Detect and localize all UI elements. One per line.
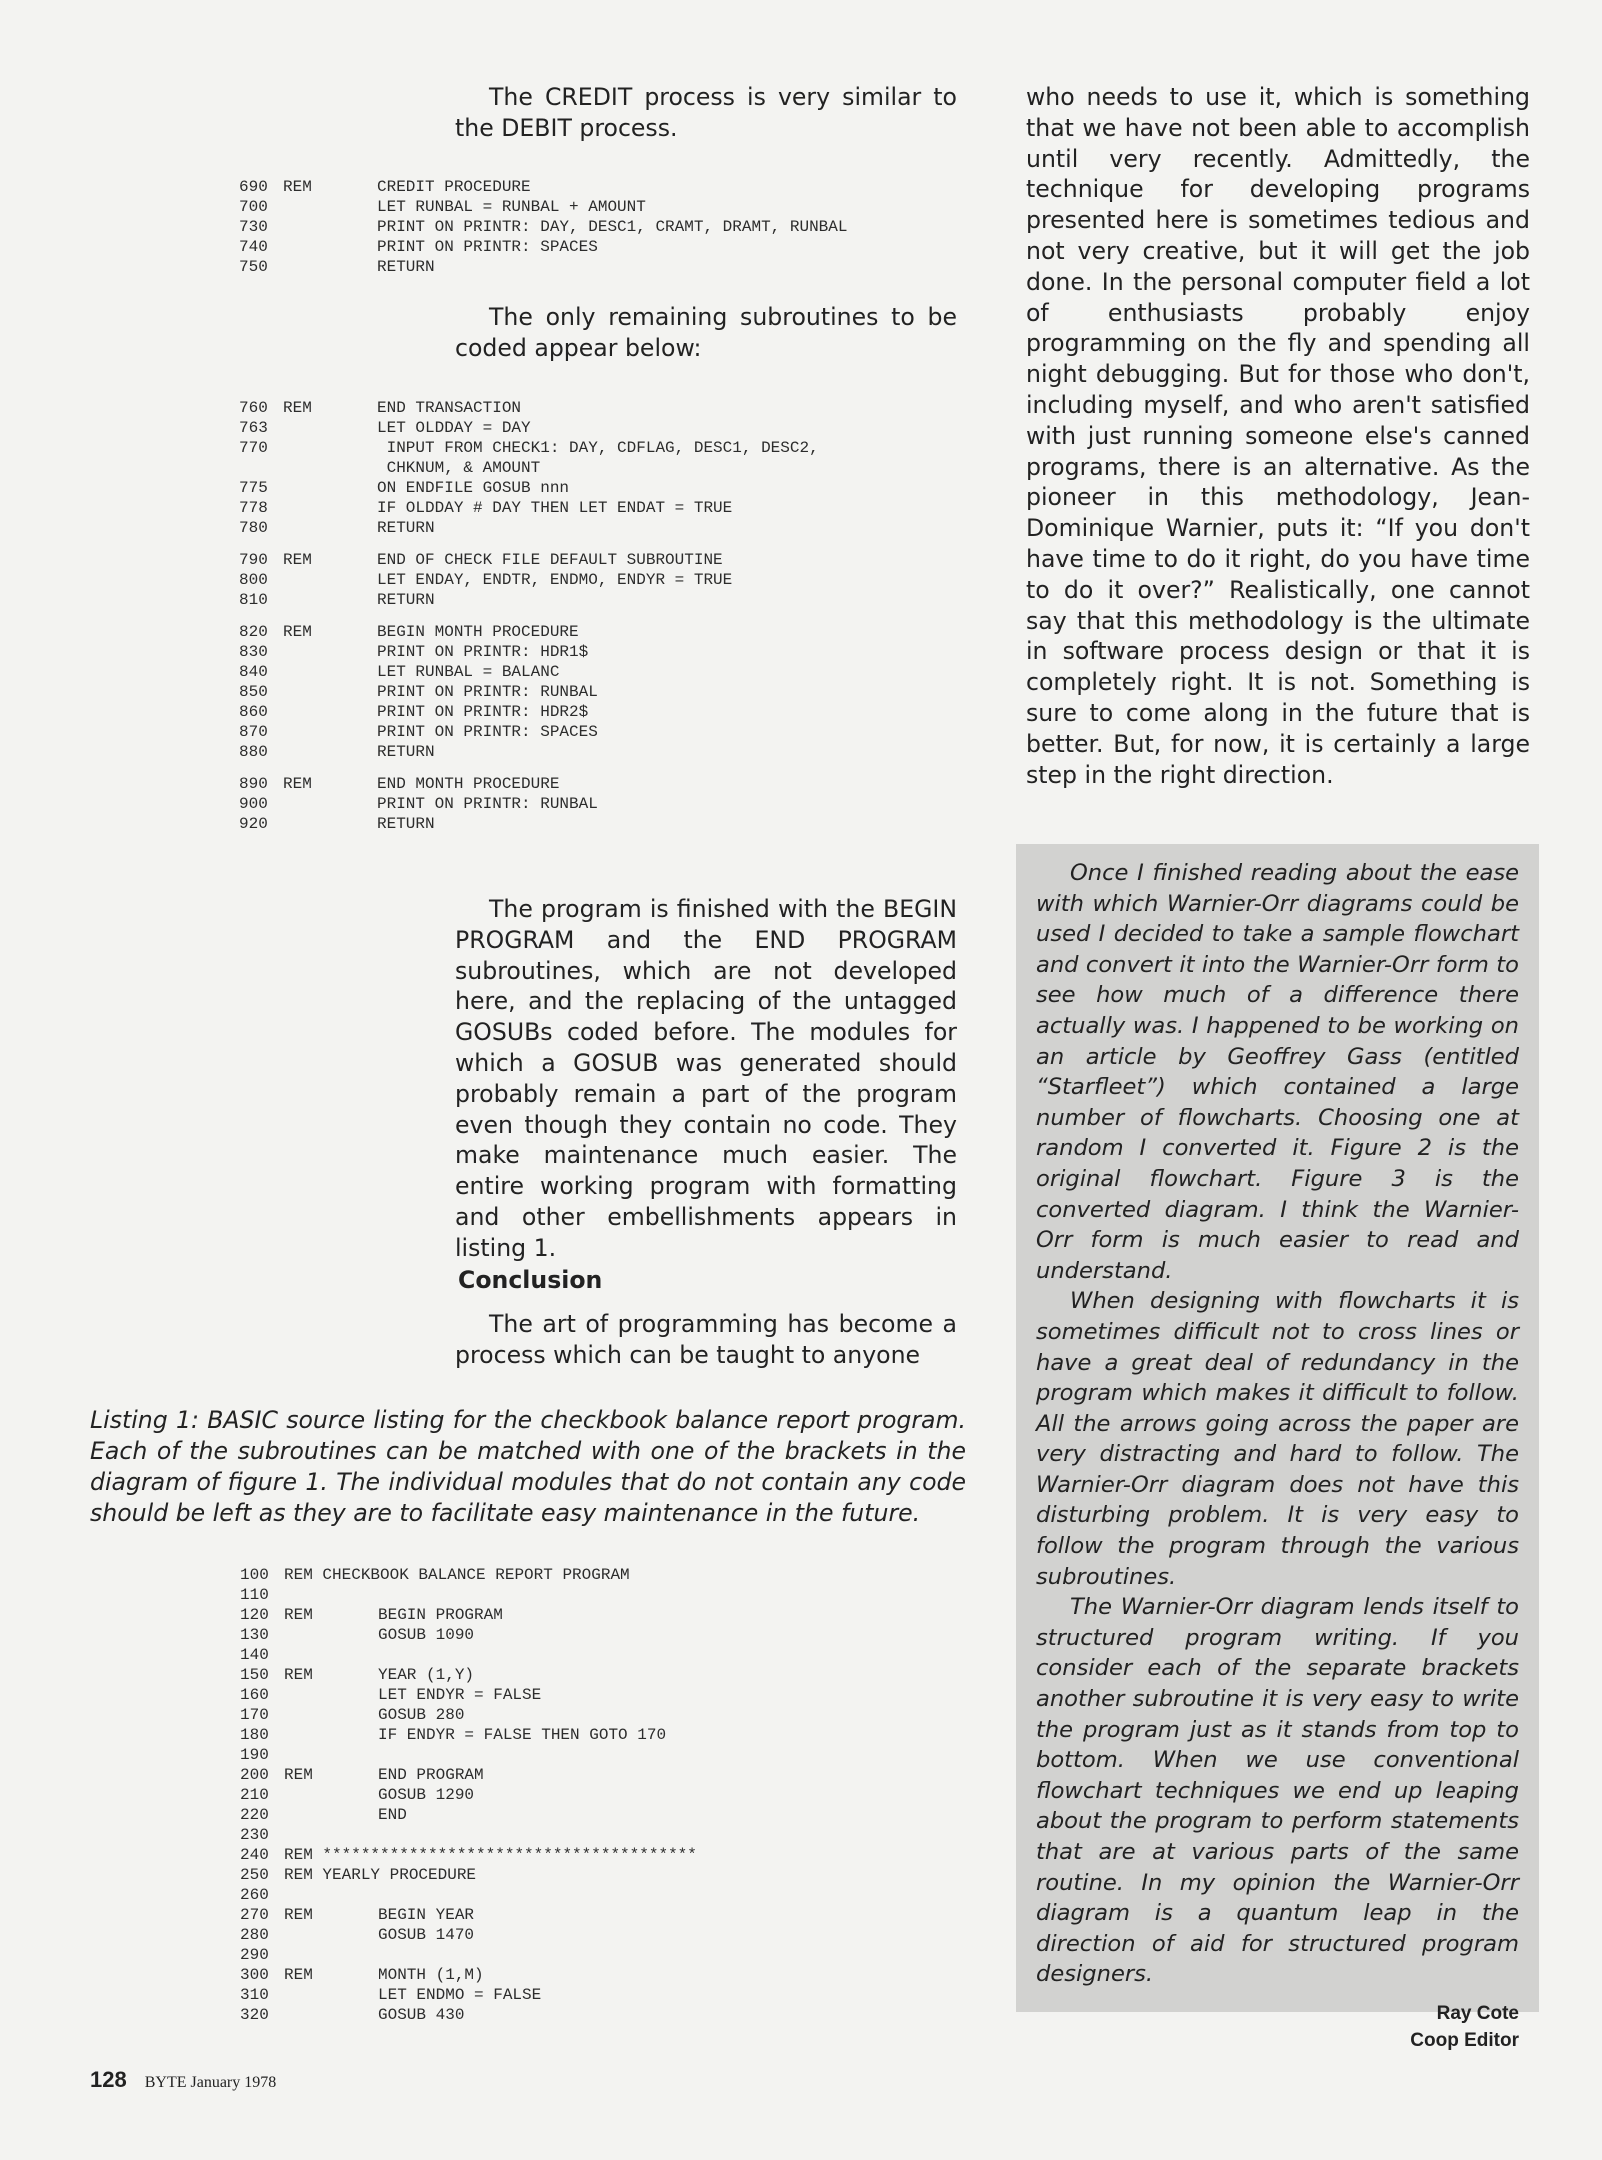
code-remark: REM CHECKBOOK BALANCE REPORT PROGRAM — [284, 1566, 630, 1584]
code-rem-keyword — [283, 418, 377, 438]
code-line — [239, 662, 984, 682]
intro-remaining-paragraph: The only remaining subroutines to be coded appear below: — [455, 303, 957, 362]
editor-note-text: Once I finished reading about the ease with which Warnier-Orr diagrams could be used I decided to take a sample flowchart and convert it into the Warnier-Orr form to see how much of a difference there actually was. I happened to be working on an article by Geoffrey Gass (entitled “Starfleet”) which contained a large number of flowcharts. Choosing one at random I converted it. Figure 2 is the original flowchart. Figure 3 is the converted diagram. I think the Warnier-Orr form is much easier to read and understand. When designing with flowcharts it is sometimes difficult not to cross lines or have a great deal of redundancy in the program which makes it difficult to follow. All the arrows going across the paper are very distracting and hard to follow. The Warnier-Orr diagram does not have this disturbing problem. It is very easy to follow the program through the various subroutines. The Warnier-Orr diagram lends itself to structured program writing. If you consider each of the separate brackets another subroutine it is very easy to write the program just as it stands from top to bottom. When we use conventional flowchart techniques we end up leaping about the program to perform statements that are at various parts of the same routine. In my opinion the Warnier-Orr diagram is a quantum leap in the direction of aid for structured program designers. — [1036, 860, 1519, 1988]
code-rem-keyword — [283, 682, 377, 702]
listing-line — [240, 1985, 985, 2005]
code-rem-keyword — [284, 1885, 378, 1905]
code-rem-keyword — [283, 237, 377, 257]
code-line-number: 260 — [240, 1886, 269, 1904]
listing-line — [240, 1605, 985, 1625]
code-line — [239, 794, 984, 814]
code-line-number: 763 — [239, 419, 268, 437]
code-rem-keyword — [283, 814, 377, 834]
code-line — [239, 237, 984, 257]
code-rem-keyword — [283, 458, 377, 478]
code-line-number: 820 — [239, 623, 268, 641]
code-statement — [378, 1645, 985, 1665]
listing-line — [240, 1825, 985, 1845]
code-line-number: 140 — [240, 1646, 269, 1664]
code-statement — [378, 1585, 985, 1605]
code-statement: LET OLDDAY = DAY — [377, 419, 531, 437]
listing-line — [240, 1925, 985, 1945]
publication-title: BYTE January 1978 — [144, 2074, 277, 2091]
code-statement: PRINT ON PRINTR: DAY, DESC1, CRAMT, DRAMT, RUNBAL — [377, 218, 848, 236]
code-line-number: 750 — [239, 258, 268, 276]
code-rem-keyword: REM — [283, 775, 312, 793]
code-rem-keyword — [283, 742, 377, 762]
code-line — [239, 722, 984, 742]
code-statement: PRINT ON PRINTR: SPACES — [377, 238, 598, 256]
code-statement — [378, 1825, 985, 1845]
code-rem-keyword — [283, 642, 377, 662]
code-subroutine-group — [239, 550, 984, 610]
code-line-number: 110 — [240, 1586, 269, 1604]
code-statement: PRINT ON PRINTR: HDR1$ — [377, 643, 589, 661]
code-block-credit — [239, 177, 984, 277]
code-line — [239, 814, 984, 834]
code-rem-keyword: REM — [284, 1606, 313, 1624]
code-rem-keyword: REM — [283, 399, 312, 417]
code-rem-keyword — [283, 438, 377, 458]
listing-line — [240, 1965, 985, 1985]
code-line — [239, 257, 984, 277]
code-statement: END MONTH PROCEDURE — [377, 775, 560, 793]
code-line — [239, 550, 984, 570]
code-line-number: 280 — [240, 1926, 269, 1944]
code-statement: YEAR (1,Y) — [378, 1666, 475, 1684]
code-line-number: 760 — [239, 399, 268, 417]
code-line-number: 230 — [240, 1826, 269, 1844]
listing-line — [240, 1865, 985, 1885]
code-rem-keyword — [283, 702, 377, 722]
code-line — [239, 590, 984, 610]
code-line-number: 190 — [240, 1746, 269, 1764]
code-rem-keyword — [283, 498, 377, 518]
code-rem-keyword — [284, 1825, 378, 1845]
code-rem-keyword — [284, 2005, 378, 2025]
code-line-number: 160 — [240, 1686, 269, 1704]
code-rem-keyword — [283, 478, 377, 498]
code-rem-keyword — [284, 1585, 378, 1605]
code-statement: GOSUB 280 — [378, 1706, 465, 1724]
code-line-number: 150 — [240, 1666, 269, 1684]
code-statement: RETURN — [377, 519, 435, 537]
code-statement: PRINT ON PRINTR: RUNBAL — [377, 683, 598, 701]
code-remark: REM *************************************** — [284, 1846, 697, 1864]
listing-line — [240, 1905, 985, 1925]
code-line-number: 300 — [240, 1966, 269, 1984]
code-line-number: 840 — [239, 663, 268, 681]
listing-line — [240, 1565, 985, 1585]
code-line-number: 850 — [239, 683, 268, 701]
conclusion-paragraph: The art of programming has become a process which can be taught to anyone — [455, 1310, 957, 1369]
code-rem-keyword — [284, 1785, 378, 1805]
code-statement: LET ENDYR = FALSE — [378, 1686, 542, 1704]
code-line-number: 860 — [239, 703, 268, 721]
code-rem-keyword — [284, 1925, 378, 1945]
code-line-number — [239, 458, 283, 478]
code-line-number: 210 — [240, 1786, 269, 1804]
code-rem-keyword — [283, 257, 377, 277]
code-statement: END PROGRAM — [378, 1766, 484, 1784]
code-statement: CREDIT PROCEDURE — [377, 178, 531, 196]
editor-note-box — [1016, 844, 1539, 2051]
code-line-number: 740 — [239, 238, 268, 256]
code-line — [239, 622, 984, 642]
finish-paragraph: The program is finished with the BEGIN PROGRAM and the END PROGRAM subroutines, which are not developed here, and the replacing of the untagged GOSUBs coded before. The modules for which a GOSUB was generated should probably remain a part of the program even though they contain no code. They make maintenance much easier. The entire working program with formatting and other embellishments appears in listing 1. — [455, 895, 957, 1262]
listing-line — [240, 1765, 985, 1785]
code-statement — [378, 1885, 985, 1905]
code-line — [239, 418, 984, 438]
code-line-number: 270 — [240, 1906, 269, 1924]
code-statement: LET ENDMO = FALSE — [378, 1986, 542, 2004]
code-statement: GOSUB 1290 — [378, 1786, 475, 1804]
code-subroutine-group — [239, 774, 984, 834]
listing-line — [240, 1625, 985, 1645]
code-line-number: 890 — [239, 775, 268, 793]
code-statement: RETURN — [377, 258, 435, 276]
code-line-number: 880 — [239, 743, 268, 761]
code-statement: GOSUB 1090 — [378, 1626, 475, 1644]
code-rem-keyword — [283, 794, 377, 814]
code-line-number: 775 — [239, 479, 268, 497]
editor-signature: Ray Cote Coop Editor — [1410, 2002, 1519, 2051]
code-line-number: 320 — [240, 2006, 269, 2024]
code-statement: PRINT ON PRINTR: SPACES — [377, 723, 598, 741]
code-statement — [378, 1745, 985, 1765]
code-rem-keyword — [284, 1685, 378, 1705]
code-line — [239, 682, 984, 702]
code-line — [239, 742, 984, 762]
code-statement: BEGIN MONTH PROCEDURE — [377, 623, 579, 641]
code-line-number: 770 — [239, 439, 268, 457]
code-rem-keyword — [283, 722, 377, 742]
code-rem-keyword — [284, 1985, 378, 2005]
code-statement: ON ENDFILE GOSUB nnn — [377, 479, 570, 497]
code-statement: END — [378, 1806, 407, 1824]
code-rem-keyword: REM — [284, 1766, 313, 1784]
code-statement: BEGIN YEAR — [378, 1906, 475, 1924]
code-line-number: 250 — [240, 1866, 269, 1884]
code-rem-keyword: REM — [284, 1906, 313, 1924]
code-line — [239, 518, 984, 538]
listing-caption: Listing 1: BASIC source listing for the checkbook balance report program. Each of the subroutines can be matched with one of the brackets in the diagram of figure 1. The individual modules that do not contain any code should be left as they are to facilitate easy maintenance in the future. — [90, 1406, 966, 1527]
code-line-number: 690 — [239, 178, 268, 196]
code-line — [239, 774, 984, 794]
code-line — [239, 438, 984, 458]
code-rem-keyword — [283, 518, 377, 538]
code-rem-keyword — [283, 197, 377, 217]
code-rem-keyword — [284, 1805, 378, 1825]
code-statement: GOSUB 1470 — [378, 1926, 475, 1944]
code-line — [239, 478, 984, 498]
code-statement: RETURN — [377, 815, 435, 833]
code-statement: MONTH (1,M) — [378, 1966, 484, 1984]
code-line — [239, 570, 984, 590]
page-number: 128 — [90, 2067, 127, 2092]
code-statement: INPUT FROM CHECK1: DAY, CDFLAG, DESC1, DESC2, — [377, 439, 819, 457]
code-subroutine-group — [239, 622, 984, 762]
listing-line — [240, 1725, 985, 1745]
code-rem-keyword: REM — [283, 623, 312, 641]
code-rem-keyword — [284, 1625, 378, 1645]
code-rem-keyword — [283, 570, 377, 590]
code-rem-keyword — [283, 590, 377, 610]
code-subroutine-group — [239, 398, 984, 538]
code-statement: RETURN — [377, 743, 435, 761]
code-line-number: 900 — [239, 795, 268, 813]
code-line — [239, 398, 984, 418]
code-line-number: 170 — [240, 1706, 269, 1724]
code-line-number: 220 — [240, 1806, 269, 1824]
code-line-number: 290 — [240, 1946, 269, 1964]
code-line-number: 120 — [240, 1606, 269, 1624]
code-statement: RETURN — [377, 591, 435, 609]
code-line-number: 800 — [239, 571, 268, 589]
code-rem-keyword — [283, 217, 377, 237]
listing-line — [240, 1585, 985, 1605]
code-statement: IF ENDYR = FALSE THEN GOTO 170 — [378, 1726, 667, 1744]
code-rem-keyword — [284, 1725, 378, 1745]
code-line — [239, 498, 984, 518]
code-statement — [378, 1945, 985, 1965]
code-rem-keyword: REM — [284, 1666, 313, 1684]
code-listing-1 — [240, 1565, 985, 2025]
code-rem-keyword: REM — [283, 551, 312, 569]
code-line — [239, 642, 984, 662]
code-line — [239, 458, 984, 478]
code-line-number: 920 — [239, 815, 268, 833]
listing-line — [240, 1745, 985, 1765]
code-block-subroutines — [239, 398, 984, 846]
code-statement: BEGIN PROGRAM — [378, 1606, 503, 1624]
code-line — [239, 197, 984, 217]
code-rem-keyword: REM — [284, 1966, 313, 1984]
code-line — [239, 177, 984, 197]
code-line-number: 130 — [240, 1626, 269, 1644]
listing-line — [240, 1685, 985, 1705]
code-statement: PRINT ON PRINTR: RUNBAL — [377, 795, 598, 813]
code-statement: LET ENDAY, ENDTR, ENDMO, ENDYR = TRUE — [377, 571, 733, 589]
code-rem-keyword — [284, 1945, 378, 1965]
listing-line — [240, 1665, 985, 1685]
code-line-number: 830 — [239, 643, 268, 661]
code-line-number: 790 — [239, 551, 268, 569]
page-footer — [90, 2067, 276, 2093]
listing-line — [240, 1785, 985, 1805]
code-rem-keyword — [283, 662, 377, 682]
code-rem-keyword: REM — [283, 178, 312, 196]
right-column-text: who needs to use it, which is something that we have not been able to accomplish until very recently. Admittedly, the technique for developing programs presented here is sometimes tedious and not very creative, but it will get the job done. In the personal computer field a lot of enthusiasts probably enjoy programming on the fly and spending all night debugging. But for those who don't, including myself, and who aren't satisfied with just running someone else's canned programs, there is an alternative. As the pioneer in this methodology, Jean-Dominique Warnier, puts it: “If you don't have time to do it right, do you have time to do it over?” Realistically, one cannot say that this methodology is the ultimate in software process design or that it is completely right. It is not. Something is sure to come along in the future that is better. But, for now, it is certainly a large step in the right direction. — [1026, 83, 1530, 789]
code-line-number: 700 — [239, 198, 268, 216]
listing-line — [240, 2005, 985, 2025]
code-line-number: 100 — [240, 1566, 269, 1584]
code-line-number: 810 — [239, 591, 268, 609]
listing-line — [240, 1945, 985, 1965]
code-line-number: 200 — [240, 1766, 269, 1784]
listing-line — [240, 1805, 985, 1825]
code-statement: IF OLDDAY # DAY THEN LET ENDAT = TRUE — [377, 499, 733, 517]
code-statement: END OF CHECK FILE DEFAULT SUBROUTINE — [377, 551, 723, 569]
code-line-number: 240 — [240, 1846, 269, 1864]
code-line-number: 180 — [240, 1726, 269, 1744]
listing-line — [240, 1885, 985, 1905]
code-statement: LET RUNBAL = RUNBAL + AMOUNT — [377, 198, 646, 216]
code-statement: LET RUNBAL = BALANC — [377, 663, 560, 681]
code-rem-keyword — [284, 1745, 378, 1765]
code-statement: CHKNUM, & AMOUNT — [377, 459, 541, 477]
code-line-number: 870 — [239, 723, 268, 741]
listing-line — [240, 1705, 985, 1725]
code-line-number: 730 — [239, 218, 268, 236]
code-remark: REM YEARLY PROCEDURE — [284, 1866, 477, 1884]
listing-line — [240, 1845, 985, 1865]
intro-credit-paragraph: The CREDIT process is very similar to the DEBIT process. — [455, 83, 957, 142]
code-rem-keyword — [284, 1705, 378, 1725]
code-line-number: 778 — [239, 499, 268, 517]
code-line — [239, 702, 984, 722]
code-statement: PRINT ON PRINTR: HDR2$ — [377, 703, 589, 721]
code-statement: END TRANSACTION — [377, 399, 522, 417]
code-statement: GOSUB 430 — [378, 2006, 465, 2024]
code-line-number: 780 — [239, 519, 268, 537]
code-line-number: 310 — [240, 1986, 269, 2004]
listing-line — [240, 1645, 985, 1665]
code-line — [239, 217, 984, 237]
conclusion-heading: Conclusion — [458, 1266, 603, 1294]
code-rem-keyword — [284, 1645, 378, 1665]
